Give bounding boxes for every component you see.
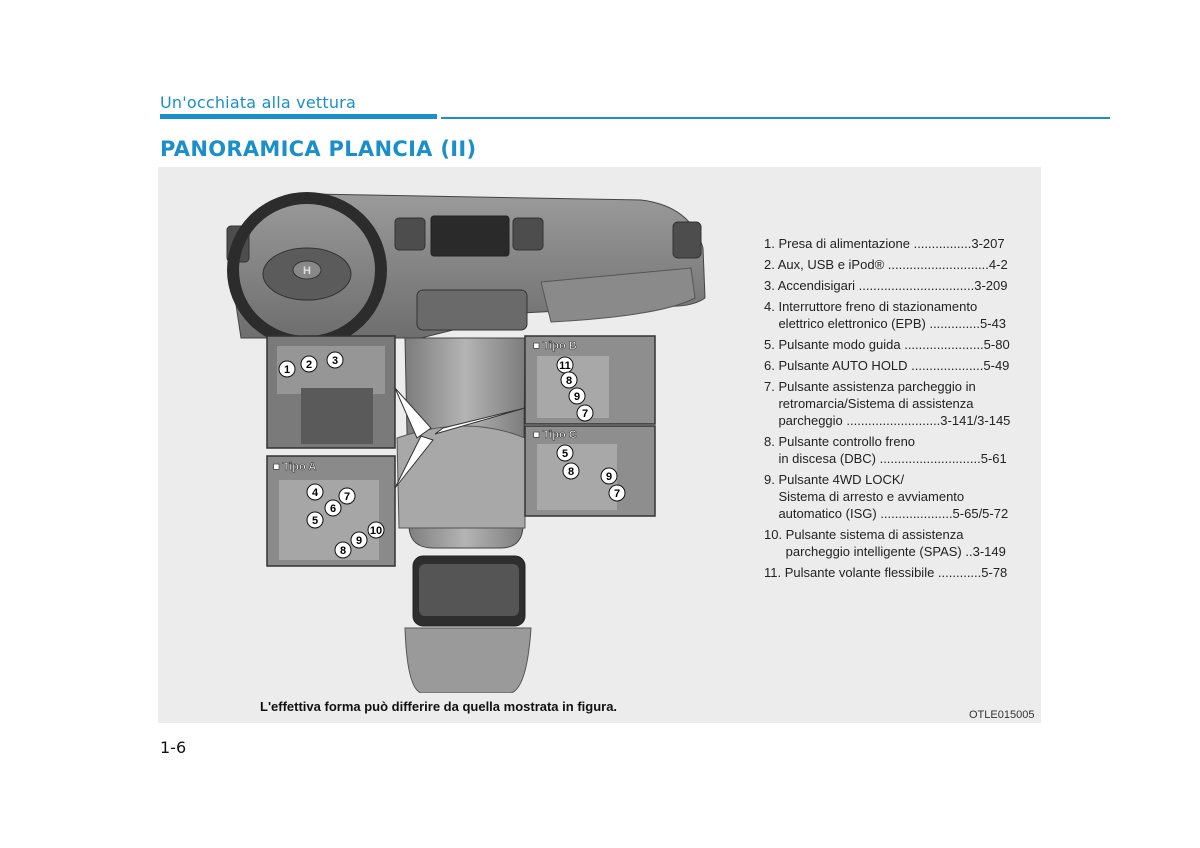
legend-item [764, 433, 1034, 467]
legend-item [764, 298, 1034, 332]
legend-item [764, 564, 1034, 581]
legend-line: Sistema di arresto e avviamento [764, 489, 965, 504]
legend-line: 11. Pulsante volante flessibile ............5-78 [764, 565, 1008, 580]
rear-console [405, 628, 531, 693]
inset-tipo-b [525, 336, 655, 424]
section-rule-thin [441, 117, 1110, 119]
legend-line: automatico (ISG) ....................5-65/5-72 [764, 506, 1009, 521]
callout-a-9: 9 [355, 535, 363, 547]
legend-line: 2. Aux, USB e iPod® ............................4-2 [764, 257, 1008, 272]
page-title: PANORAMICA PLANCIA (II) [160, 137, 477, 161]
legend-item [764, 471, 1034, 522]
callout-c-7: 7 [613, 488, 621, 500]
legend-line: 4. Interruttore freno di stazionamento [764, 299, 978, 314]
legend-line: elettrico elettronico (EPB) ..............5-43 [764, 316, 1007, 331]
callout-c-9: 9 [605, 471, 613, 483]
legend-line: parcheggio ..........................3-141/3-145 [764, 413, 1011, 428]
callout-a-10: 10 [369, 525, 383, 537]
legend-line: in discesa (DBC) ............................5-61 [764, 451, 1007, 466]
legend-item [764, 336, 1034, 353]
right-vent [673, 222, 701, 258]
center-vent-left [395, 218, 425, 250]
component-legend [764, 235, 1034, 585]
legend-item [764, 256, 1034, 273]
callout-a-8: 8 [339, 545, 347, 557]
legend-line: 7. Pulsante assistenza parcheggio in [764, 379, 976, 394]
inset-tipo-c [525, 426, 655, 516]
legend-item [764, 277, 1034, 294]
legend-item [764, 235, 1034, 252]
callout-c-8: 8 [567, 466, 575, 478]
legend-line: 5. Pulsante modo guida ......................5-80 [764, 337, 1010, 352]
callout-b-7: 7 [581, 408, 589, 420]
legend-item [764, 357, 1034, 374]
legend-line: parcheggio intelligente (SPAS) ..3-149 [764, 544, 1006, 559]
legend-line: 3. Accendisigari ................................3-209 [764, 278, 1008, 293]
inset-tipo-a [267, 456, 395, 566]
center-screen [431, 216, 509, 256]
callout-a-4: 4 [311, 487, 319, 499]
legend-line: retromarcia/Sistema di assistenza [764, 396, 974, 411]
section-rule-thick [160, 114, 437, 119]
figure-code: OTLE015005 [969, 709, 1035, 721]
callout-a-6: 6 [329, 503, 337, 515]
armrest [397, 426, 525, 528]
page-number: 1-6 [160, 738, 187, 757]
legend-line: 1. Presa di alimentazione ................3-207 [764, 236, 1005, 251]
callout-c-5: 5 [561, 448, 569, 460]
legend-line: 9. Pulsante 4WD LOCK/ [764, 472, 905, 487]
tipo-b-label: ■ Tipo B [533, 340, 577, 352]
callout-1: 1 [283, 364, 291, 376]
tipo-c-label: ■ Tipo C [533, 429, 577, 441]
callout-2: 2 [305, 359, 313, 371]
section-title: Un'occhiata alla vettura [160, 93, 356, 112]
svg-text:H: H [303, 265, 311, 277]
figure-caption: L'effettiva forma può differire da quella mostrata in figura. [260, 699, 618, 714]
callout-b-11: 11 [559, 360, 571, 372]
legend-line: 10. Pulsante sistema di assistenza [764, 527, 964, 542]
callout-b-9: 9 [573, 391, 581, 403]
callout-a-7: 7 [343, 491, 351, 503]
climate-panel [417, 290, 527, 330]
center-vent-right [513, 218, 543, 250]
legend-line: 8. Pulsante controllo freno [764, 434, 916, 449]
legend-item [764, 378, 1034, 429]
callout-3: 3 [331, 355, 339, 367]
dashboard-illustration [221, 188, 711, 693]
callout-b-8: 8 [565, 375, 573, 387]
legend-line: 6. Pulsante AUTO HOLD ....................5-49 [764, 358, 1010, 373]
callout-a-5: 5 [311, 515, 319, 527]
legend-item [764, 526, 1034, 560]
tipo-a-label: ■ Tipo A [273, 461, 317, 473]
inset-main [267, 336, 395, 448]
